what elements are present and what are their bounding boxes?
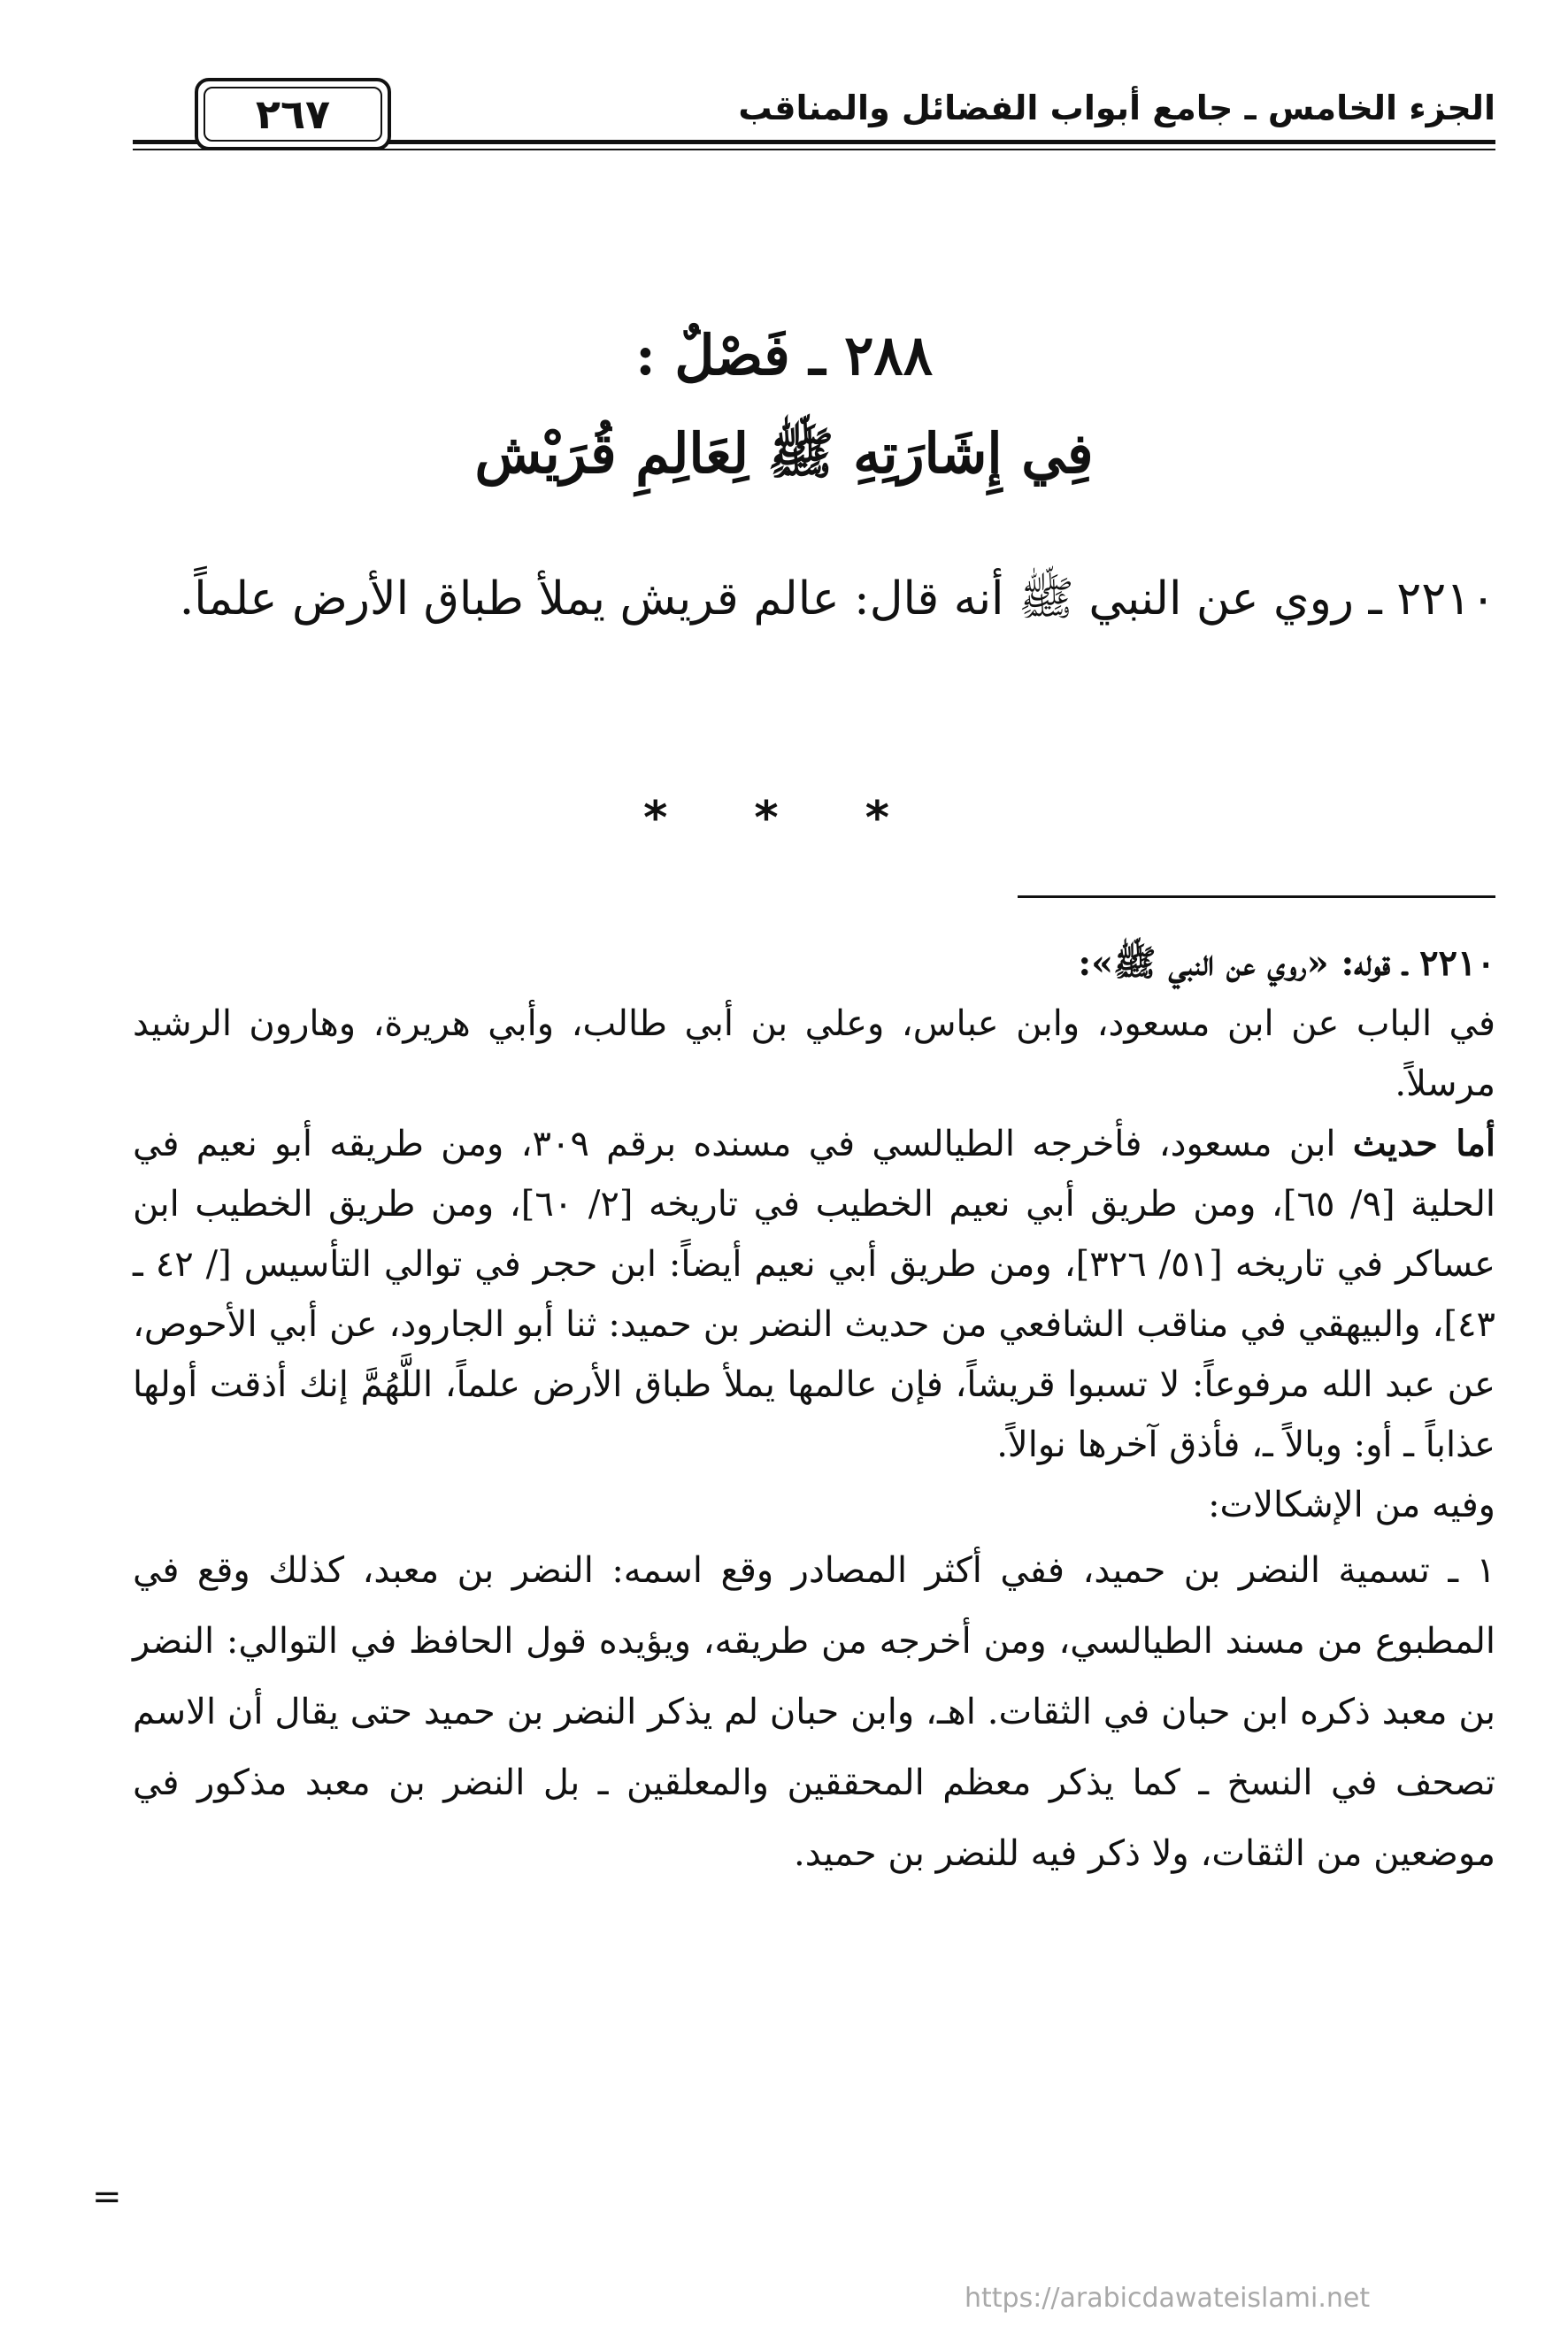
commentary-paragraph-1: في الباب عن ابن مسعود، وابن عباس، وعلي بن أبي طالب، وأبي هريرة، وهارون الرشيد مرسلاً.: [133, 1003, 1495, 1104]
header-title: الجزء الخامس ـ جامع أبواب الفضائل والمناقب: [738, 88, 1495, 127]
commentary-paragraph-4: ١ ـ تسمية النضر بن حميد، ففي أكثر المصادر وقع اسمه: النضر بن معبد، كذلك وقع في المطبوع من مسند الطيالسي، ومن أخرجه من طريقه، ويؤيده قول الحافظ في التوالي: النضر بن معبد ذكره ابن حبان في الثقات. اهـ، وابن حبان لم يذكر النضر بن حميد حتى يقال أن الاسم تصحف في النسخ ـ كما يذكر معظم المحققين والمعلقين ـ بل النضر بن معبد مذكور في موضعين من الثقات، ولا ذكر فيه للنضر بن حميد.: [133, 1550, 1495, 1874]
commentary-paragraph-3: وفيه من الإشكالات:: [1208, 1485, 1495, 1525]
footnote-divider: [1018, 895, 1495, 898]
commentary-paragraph-2-lead: أما حديث: [1352, 1123, 1495, 1164]
page-number: ٢٦٧: [255, 90, 331, 138]
page-number-frame: [195, 78, 391, 150]
commentary-paragraph-2-body: ابن مسعود، فأخرجه الطيالسي في مسنده برقم ٣٠٩، ومن طريقه أبو نعيم في الحلية [٩/ ٦٥]، ومن طريق أبي نعيم الخطيب في تاريخه [٢/ ٦٠]، ومن طريق الخطيب ابن عساكر في تاريخه [٥١/ ٣٢٦]، ومن طريق أبي نعيم أيضاً: ابن حجر في توالي التأسيس [/ ٤٢ ـ ٤٣]، والبيهقي في مناقب الشافعي من حديث النضر بن حميد: ثنا أبو الجارود، عن أبي الأحوص، عن عبد الله مرفوعاً: لا تسبوا قريشاً، فإن عالمها يملأ طباق الأرض علماً، اللَّهُمَّ إنك أذقت أولها عذاباً ـ أو: وبالاً ـ، فأذق آخرها نوالاً.: [133, 1124, 1495, 1465]
chapter-heading: ٢٨٨ ـ فَصْلٌ :: [634, 323, 934, 388]
section-separator: * * *: [643, 792, 925, 845]
hadith-text: ٢٢١٠ ـ روي عن النبي ﷺ أنه قال: عالم قريش يملأ طباق الأرض علماً.: [179, 572, 1495, 626]
running-header: [133, 78, 1495, 157]
watermark: https://arabicdawateislami.net: [965, 2283, 1371, 2314]
commentary-heading: ٢٢١٠ ـ قوله: «روي عن النبي ﷺ»:: [1078, 942, 1495, 984]
continuation-mark: =: [92, 2177, 122, 2217]
commentary: [133, 933, 1495, 1889]
commentary-paragraph-2: [133, 1114, 1495, 1475]
page-number-frame-inner: [204, 87, 382, 142]
chapter-subtitle: فِي إِشَارَتِهِ ﷺ لِعَالِمِ قُرَيْش: [474, 421, 1094, 486]
